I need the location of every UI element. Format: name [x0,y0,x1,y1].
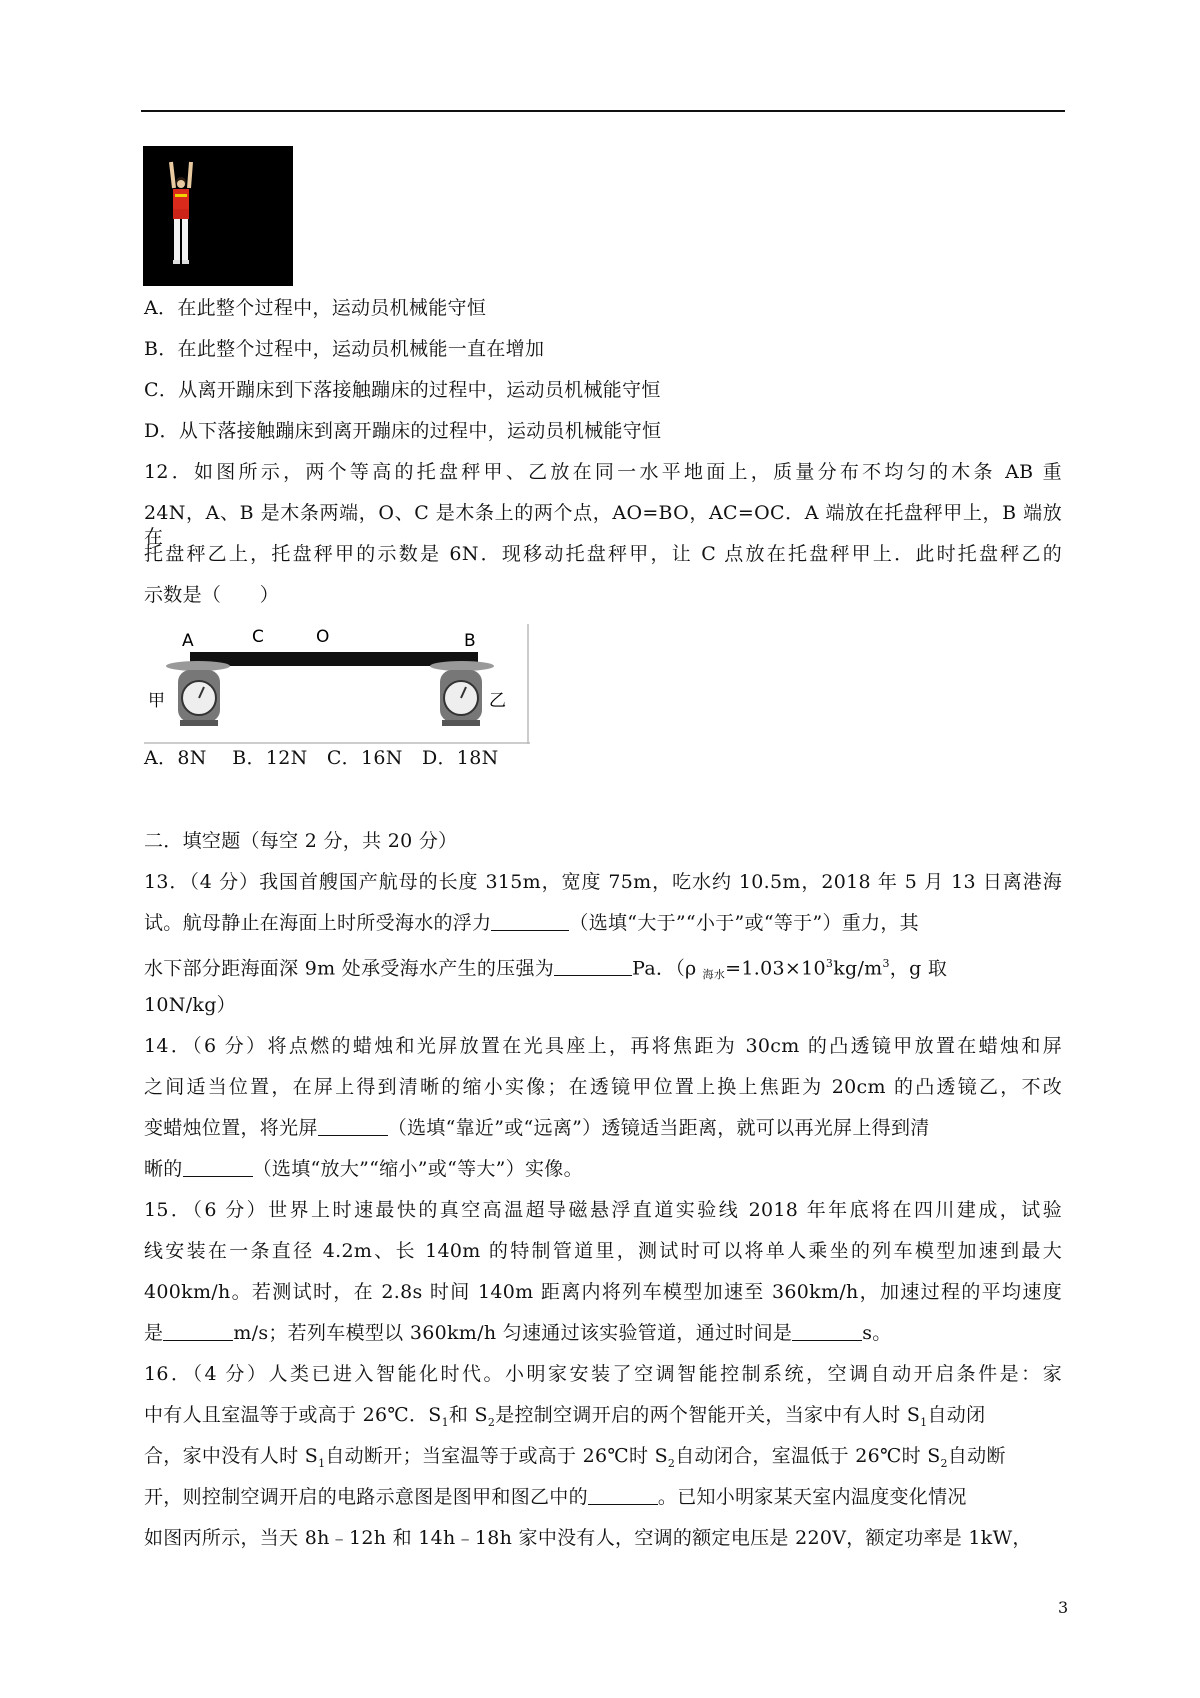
label-a: A [182,631,194,651]
header-rule [141,110,1065,112]
q14-line-4: 晰的 （选填“放大”“缩小”或“等大”）实像。 [144,1158,583,1180]
label-c: C [252,627,264,647]
label-left-scale: 甲 [148,691,165,711]
q16-line-3: 合，家中没有人时 $S_1$自动断开；当室温等于或高于 26℃时 $S_2$自动闭合，室温低于 26℃时 $S_2$自动断 [144,1445,1006,1470]
q15-line-3: 400km/h。若测试时，在 2.8s 时间 140m 距离内将列车模型加速至 360km/h，加速过程的平均速度 [144,1281,1062,1303]
q11-option-d: D．从下落接触蹦床到离开蹦床的过程中，运动员机械能守恒 [144,420,662,442]
q12-line-4: 示数是（ ） [144,584,280,606]
q12-line-2: 24N，A、B 是木条两端，O、C 是木条上的两个点，AO=BO，AC=OC．A 端放在托盘秤甲上，B 端放在 [144,502,1062,548]
label-right-scale: 乙 [489,691,506,711]
q11-option-c: C．从离开蹦床到下落接触蹦床的过程中，运动员机械能守恒 [144,379,661,401]
q13-blank-1 [491,912,569,931]
q12-answer-options: A．8N B．12N C．16N D．18N [144,747,499,769]
q11-option-a: A．在此整个过程中，运动员机械能守恒 [144,297,487,319]
scale-figure [144,624,530,744]
q13-line-3: 水下部分距海面深 9m 处承受海水产生的压强为 Pa．（ρ $_{海水}=1.03\times 10^3kg/m^3$，g 取 [144,957,948,982]
q12-line-1: 12．如图所示，两个等高的托盘秤甲、乙放在同一水平地面上，质量分布不均匀的木条 AB 重 [144,461,1062,483]
q16-blank-1 [588,1486,658,1505]
q16-line-1: 16．（4 分）人类已进入智能化时代。小明家安装了空调智能控制系统，空调自动开启条件是：家 [144,1363,1062,1385]
q13-line-4: 10N/kg） [144,994,236,1016]
q13-line-2: 试。航母静止在海面上时所受海水的浮力 （选填“大于”“小于”或“等于”）重力，其 [144,912,919,934]
label-o: O [316,627,330,647]
q12-line-3: 托盘秤乙上，托盘秤甲的示数是 6N．现移动托盘秤甲，让 C 点放在托盘秤甲上．此时托盘秤乙的 [144,543,1062,565]
q14-line-3: 变蜡烛位置，将光屏 （选填“靠近”或“远离”）透镜适当距离，就可以再光屏上得到清 [144,1117,930,1139]
section-heading: 二．填空题（每空 2 分，共 20 分） [144,830,458,852]
q15-line-1: 15．（6 分）世界上时速最快的真空高温超导磁悬浮直道实验线 2018 年年底将在四川建成，试验 [144,1199,1062,1221]
q16-line-5: 如图丙所示，当天 8h﹣12h 和 14h﹣18h 家中没有人，空调的额定电压是 220V，额定功率是 1kW， [144,1527,1032,1549]
q11-option-b: B．在此整个过程中，运动员机械能一直在增加 [144,338,545,360]
page-number: 3 [1058,1598,1069,1617]
q13-blank-2 [554,957,632,976]
q15-blank-1 [163,1322,233,1341]
q16-line-2: 中有人且室温等于或高于 26℃．$S_1$和 $S_2$是控制空调开启的两个智能开关，当家中有人时 $S_1$自动闭 [144,1404,986,1429]
athlete-photo [143,146,293,286]
q14-line-1: 14．（6 分）将点燃的蜡烛和光屏放置在光具座上，再将焦距为 30cm 的凸透镜甲放置在蜡烛和屏 [144,1035,1062,1057]
q13-line-1: 13．（4 分）我国首艘国产航母的长度 315m，宽度 75m，吃水约 10.5m，2018 年 5 月 13 日离港海 [144,871,1062,893]
q14-blank-1 [318,1117,388,1136]
q15-blank-2 [792,1322,862,1341]
q14-line-2: 之间适当位置，在屏上得到清晰的缩小实像；在透镜甲位置上换上焦距为 20cm 的凸透镜乙，不改 [144,1076,1062,1098]
q15-line-4: 是 m/s；若列车模型以 360km/h 匀速通过该实验管道，通过时间是 s。 [144,1322,892,1344]
q16-line-4: 开，则控制空调开启的电路示意图是图甲和图乙中的 。已知小明家某天室内温度变化情况 [144,1486,967,1508]
q14-blank-2 [183,1158,253,1177]
label-b: B [464,631,476,651]
q15-line-2: 线安装在一条直径 4.2m、长 140m 的特制管道里，测试时可以将单人乘坐的列车模型加速到最大 [144,1240,1062,1262]
